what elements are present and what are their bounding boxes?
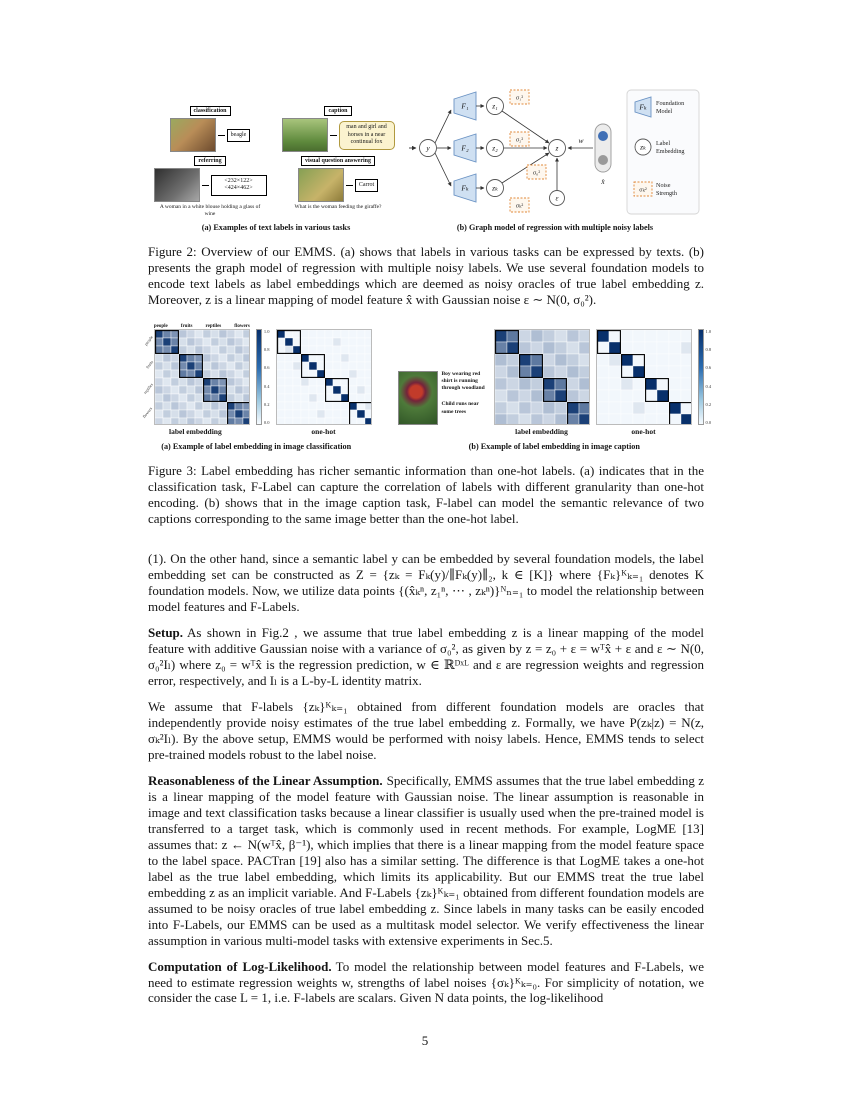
legend-label: Strength	[656, 190, 677, 197]
node-zk: zₖ	[492, 183, 498, 193]
runner-photo	[398, 371, 438, 425]
node-y: y	[426, 143, 430, 153]
graph-model-diagram	[409, 86, 701, 218]
node-epsilon: ε	[555, 193, 559, 203]
paragraph	[148, 699, 704, 763]
paragraph-text: To model the relationship between model features and F-Labels, we need to estimate regression weights w, strengths of label noises {σₖ}ᴷₖ₌₀. For simplicity of notation, we consider the case L = 1, i.e. F-labels are scalars. Given N data points, the log-likelihood	[148, 958, 704, 1006]
axis-label: people	[142, 334, 154, 347]
caption-example	[398, 371, 488, 425]
task-row	[282, 118, 395, 152]
page-number: 5	[421, 1033, 429, 1048]
task-tab-referring: referring	[194, 156, 225, 166]
figure-3a-panel	[141, 324, 372, 451]
tick: 0.0	[705, 419, 712, 425]
figure-2b-subcaption: (b) Graph model of regression with multiple noisy labels	[456, 223, 654, 232]
heatmap-axis-labels	[141, 329, 154, 425]
figure-3a-row	[141, 324, 372, 437]
task-row	[170, 118, 251, 152]
node-f2: F₂	[461, 143, 469, 153]
group-label: reptiles	[205, 323, 222, 329]
figure-3-panels	[141, 323, 712, 451]
legend-label: Noise	[656, 182, 671, 189]
tick: 0.2	[705, 401, 712, 407]
tick: 0.4	[263, 383, 270, 389]
task-examples-grid	[151, 106, 401, 218]
woman-photo	[154, 168, 200, 202]
group-label: flowers	[234, 323, 250, 329]
colorbar-gradient	[256, 329, 262, 425]
figure-2a-panel	[151, 106, 401, 232]
figure-2-caption: Figure 2: Overview of our EMMS. (a) shows that labels in various tasks can be expressed by texts. (b) presents the graph model of regression with multiple noisy labels. We use several foundation models to encode text labels as label embeddings which are deemed as noisy oracles of true label embedding z. Moreover, z is a linear mapping of model feature x̂ with Gaussian noise ε ∼ N(0, σ₀²).	[148, 244, 704, 307]
heatmap-with-axis	[141, 329, 250, 425]
paragraph-text: We assume that F-labels {zₖ}ᴷₖ₌₁ obtained from different foundation models are oracles that independently provide noisy estimates of the true label embedding z. Formally, we have P(zₖ|z) = N(z, σₖ²Iₗ). By the above setup, EMMS would be performed with noisy labels. Hence, EMMS tends to select pre-trained models robust to the label noise.	[148, 698, 704, 762]
paragraph-lead: Computation of Log-Likelihood.	[148, 958, 332, 974]
legend-symbol-fk: Fₖ	[639, 102, 647, 112]
node-xhat: x̂	[601, 177, 605, 186]
paragraph-text: As shown in Fig.2 , we assume that true label embedding z is a linear mapping of the model feature with additive Gaussian noise with a variance of σ₀², as given by z = z₀ + ε = wᵀx̂ + ε and ε ∼ N(0, σ₀²Iₗ) where z₀ = wᵀx̂ is the regression prediction, w ∈ ℝᴰˣᴸ and ε are regression weights and regression error, respectively, and Iₗ is a L-by-L identity matrix.	[148, 624, 704, 688]
legend-symbol-zk: zₖ	[640, 142, 646, 152]
connector-line	[346, 185, 353, 186]
figure-2a-subcaption: (a) Examples of text labels in various tasks	[201, 223, 351, 232]
task-referring	[151, 156, 269, 218]
node-z2: z₂	[492, 143, 498, 153]
legend-label: Model	[656, 108, 673, 115]
heatmap-label-embedding-classification	[154, 329, 250, 425]
axis-label: fruits	[144, 359, 155, 370]
node-w: w	[578, 136, 584, 145]
colorbar	[256, 329, 270, 425]
node-sigmak: σₖ²	[515, 202, 524, 210]
heatmap-onehot-classification	[276, 329, 372, 425]
figure-3b-subcaption: (b) Example of label embedding in image caption	[468, 441, 640, 451]
group-label: people	[153, 323, 168, 329]
node-sigma2: σ₂²	[515, 136, 524, 144]
tick: 0.4	[705, 383, 712, 389]
page-content	[141, 86, 712, 1016]
axis-label: flowers	[141, 406, 154, 420]
legend-label: Label	[656, 140, 671, 147]
label-box-beagle: beagle	[227, 129, 251, 143]
tick: 0.8	[263, 347, 270, 353]
axis-label: reptiles	[141, 382, 154, 396]
figure-2	[148, 86, 704, 308]
paragraph	[148, 625, 704, 689]
figure-3a-subcaption: (a) Example of label embedding in image classification	[161, 441, 352, 451]
referring-note: A woman in a white blouse holding a glass of wine	[159, 204, 261, 218]
figure-2-panels	[148, 86, 704, 232]
label-box-carrot: Carrot	[355, 179, 378, 193]
dog-photo	[170, 118, 216, 152]
tick: 0.6	[705, 365, 712, 371]
paragraph	[148, 551, 704, 615]
tick: 0.2	[263, 401, 270, 407]
figure-3	[141, 323, 712, 527]
paragraph-text: Specifically, EMMS assumes that the true label embedding z is a linear mapping of the model feature with Gaussian noise. The linear assumption is reasonable in image and text classification tasks because a linear classifier is usually used when the pre-trained model is transferred to a target task, which is commonly used in recent methods. For example, LogME [13] assumes that: z ← N(wᵀx̂, β⁻¹), which implies that there is a linear mapping from the model feature space to the label space. PACTran [19] also has a similar setting. The difference is that LogME takes a one-hot label as the true label embedding, which limits its applicability. But our EMMS treat the true label embedding z as an implicit variable. And F-Labels {zₖ}ᴷₖ₌₁ obtained from different foundation models are assumed to be noisy oracles of true label embedding z. Since labels in many tasks can be easily encoded into F-Labels, our EMMS can be used as a multitask model selector. We verify effectiveness the linear assumption in various multi-model tasks with extensive experiments in Sec.5.	[148, 772, 704, 948]
label-box-caption: man and girl and horses in a near continual fox	[339, 121, 395, 150]
group-label: fruits	[180, 323, 193, 329]
heatmap-onehot-caption	[596, 329, 692, 425]
colorbar-ticks	[706, 329, 712, 425]
tick: 0.0	[263, 419, 270, 425]
tick: 0.8	[705, 347, 712, 353]
heatmap-block	[141, 324, 250, 437]
task-classification	[151, 106, 269, 152]
heatmap-block	[596, 329, 692, 437]
paragraph-text: (1). On the other hand, since a semantic label y can be embedded by several foundation models, the label embedding set can be constructed as Z = {zₖ = Fₖ(y)/∥Fₖ(y)∥₂, k ∈ [K]} where {Fₖ}ᴷₖ₌₁ denotes K foundation models. Now, we utilize data points {(x̂ₖⁿ, z₁ⁿ, ⋯ , zₖⁿ)}ᴺₙ₌₁ to model the relationship between model features and F-Labels.	[148, 550, 704, 614]
task-tab-caption: caption	[324, 106, 351, 116]
vqa-note: What is the woman feeding the giraffe?	[294, 204, 382, 211]
figure-3b-panel	[398, 329, 712, 451]
task-vqa	[275, 156, 401, 218]
caption-text-2: Child runs near some trees	[441, 401, 479, 415]
tick: 0.6	[263, 365, 270, 371]
task-row	[298, 168, 378, 202]
tick: 1.0	[263, 328, 270, 334]
paragraph	[148, 959, 704, 1007]
heatmap-title: label embedding	[169, 426, 222, 436]
heatmap-block	[276, 329, 372, 437]
horses-photo	[282, 118, 328, 152]
heatmap-title: one-hot	[311, 426, 336, 436]
task-tab-classification: classification	[190, 106, 231, 116]
legend-label: Foundation	[656, 100, 685, 107]
connector-line	[330, 135, 337, 136]
figure-3b-row	[398, 329, 712, 437]
heatmap-title: label embedding	[515, 426, 568, 436]
caption-text-1: Boy wearing red shirt is running through woodland	[441, 370, 485, 392]
heatmap-block	[494, 329, 590, 437]
paragraph-lead: Reasonableness of the Linear Assumption.	[148, 772, 383, 788]
tick: 1.0	[705, 328, 712, 334]
legend-label: Embedding	[656, 148, 685, 155]
node-z1: z₁	[492, 101, 498, 111]
colorbar-gradient	[698, 329, 704, 425]
caption-texts	[442, 371, 488, 416]
heatmap-label-embedding-caption	[494, 329, 590, 425]
paragraph-lead: Setup.	[148, 624, 184, 640]
task-caption	[275, 106, 401, 152]
heatmap-title: one-hot	[631, 426, 656, 436]
node-sigma0: σ₀²	[532, 169, 541, 177]
legend-symbol-sigmak: σₖ²	[639, 186, 647, 194]
body-text	[148, 551, 704, 1007]
paragraph	[148, 773, 704, 949]
figure-3-caption: Figure 3: Label embedding has richer semantic information than one-hot labels. (a) indicates that in the classification task, F-Label can capture the correlation of labels with different granularity than one-hot encoding. (b) shows that in the image caption task, F-label can model the semantic relevance of two captions corresponding to the same image better than the one-hot label.	[148, 462, 704, 526]
label-box-coordinates: <232×122> <424×462>	[211, 175, 267, 196]
giraffe-photo	[298, 168, 344, 202]
connector-line	[218, 135, 225, 136]
connector-line	[202, 185, 209, 186]
task-tab-vqa: visual question answering	[301, 156, 375, 166]
figure-2b-panel	[409, 86, 701, 232]
node-sigma1: σ₁²	[515, 94, 524, 102]
task-row	[154, 168, 267, 202]
colorbar	[698, 329, 712, 425]
node-z: z	[555, 143, 559, 153]
node-f1: F₁	[461, 101, 469, 111]
colorbar-ticks	[264, 329, 270, 425]
node-fk: Fₖ	[461, 183, 469, 193]
